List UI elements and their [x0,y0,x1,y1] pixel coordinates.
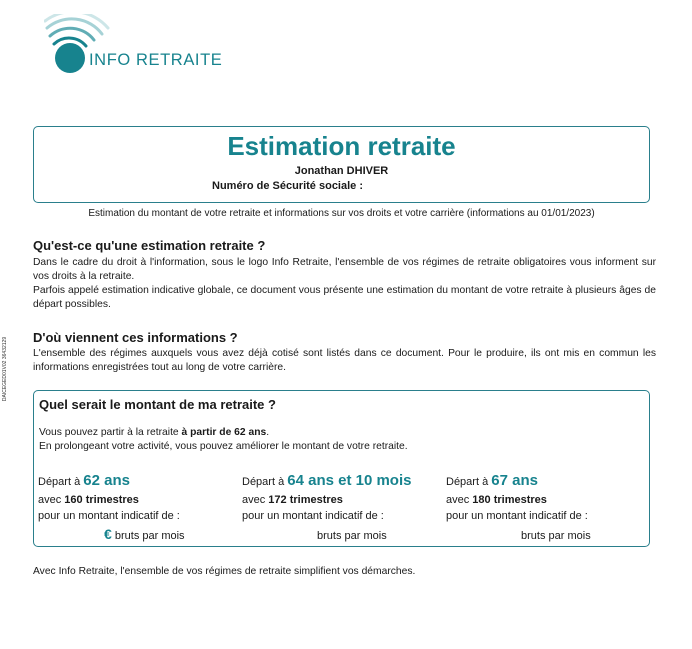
social-security-label: Numéro de Sécurité sociale : [212,180,363,192]
amount-title: Quel serait le montant de ma retraite ? [39,397,276,412]
bruts-label: bruts par mois [317,530,387,542]
depart-label: Départ à [38,476,84,488]
amount-line1-suffix: . [266,427,270,438]
amount-line2: En prolongeant votre activité, vous pouvez améliorer le montant de votre retraite. [39,441,408,452]
depart-label: Départ à [446,476,492,488]
section-what-para2: Parfois appelé estimation indicative globale, ce document vous présente une estimation du montant de votre retraite à plusieurs âges de départ possibles. [33,285,656,310]
amount-line1-bold: à partir de 62 ans [181,427,267,438]
person-name: Jonathan DHIVER [294,165,389,177]
section-title-what: Qu'est-ce qu'une estimation retraite ? [33,238,266,253]
intro-text: Estimation du montant de votre retraite et informations sur vos droits et votre carrière (informations au 01/01/2023) [88,208,595,219]
amount-intro [39,426,408,454]
amount-line1-prefix: Vous pouvez partir à la retraite [39,427,182,438]
departure-age: 67 ans [491,472,538,489]
departure-age: 64 ans et 10 mois [287,472,412,489]
section-title-where: D'où viennent ces informations ? [33,330,238,345]
document-reference: DAICEGED01V02 36432129 [2,336,8,402]
section-what-para1: Dans le cadre du droit à l'information, sous le logo Info Retraite, l'ensemble de vos régimes de retraite obligatoires vous informent sur vos droits à la retraite. [33,257,656,282]
avec-label: avec [242,494,269,506]
footer-text: Avec Info Retraite, l'ensemble de vos régimes de retraite simplifient vos démarches. [33,566,416,577]
page-title: Estimation retraite [227,131,456,161]
montant-label: pour un montant indicatif de : [446,510,588,522]
departure-option [242,473,442,544]
amount-box [33,390,650,547]
montant-label: pour un montant indicatif de : [242,510,384,522]
departure-option [38,473,238,544]
euro-symbol: € [104,526,112,542]
trimestres-count: 172 trimestres [268,494,343,506]
trimestres-count: 180 trimestres [472,494,547,506]
avec-label: avec [446,494,473,506]
avec-label: avec [38,494,65,506]
trimestres-count: 160 trimestres [64,494,139,506]
header-box [33,126,650,203]
departure-age: 62 ans [83,472,130,489]
montant-label: pour un montant indicatif de : [38,510,180,522]
logo-text: INFO RETRAITE [89,51,223,69]
depart-label: Départ à [242,476,288,488]
info-retraite-logo [44,14,224,78]
bruts-label: bruts par mois [114,530,185,542]
bruts-label: bruts par mois [521,530,591,542]
section-where-para: L'ensemble des régimes auxquels vous avez déjà cotisé sont listés dans ce document. Pour le produire, ils ont mis en commun les informations enregistrées tout au long de votre carrière. [33,348,656,373]
departure-option [446,473,646,544]
